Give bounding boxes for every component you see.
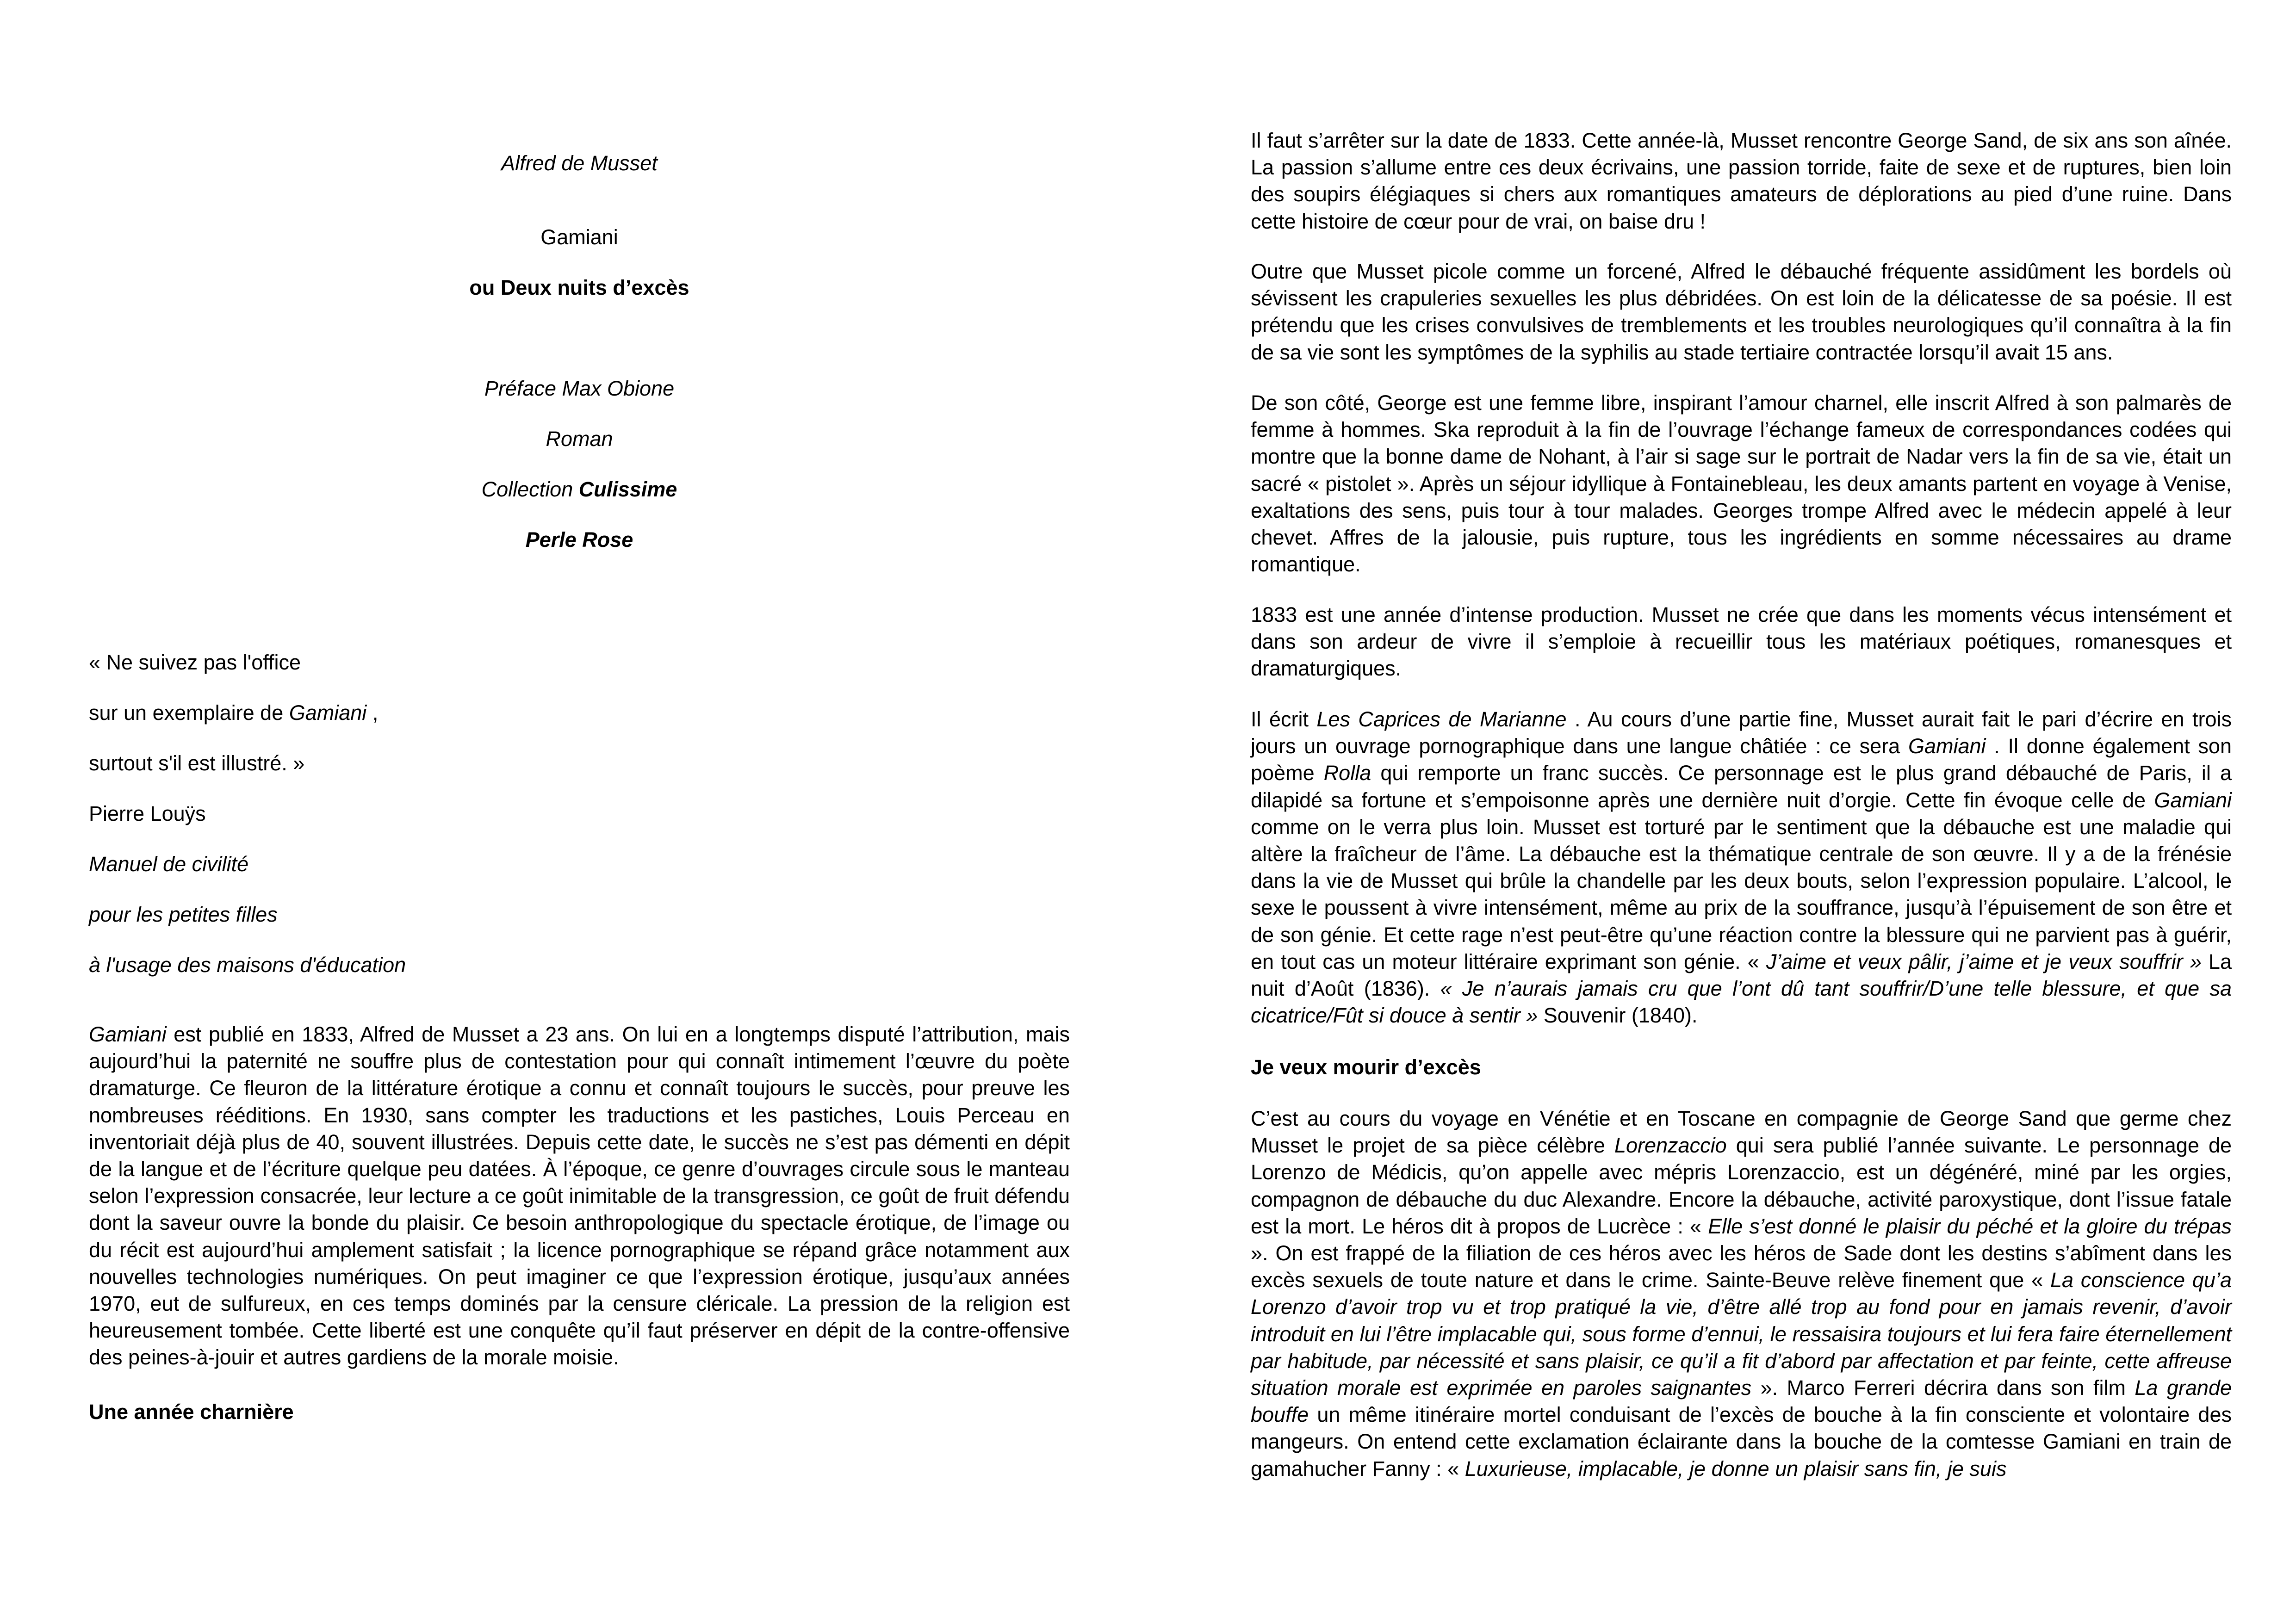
p6-text-2: qui sera publié l’année suivante. Le personnage de Lorenzo de Médicis, qu’on appelle avec mépris Lorenzaccio, est un dégénéré, miné par les orgies, compagnon de débauche du duc Alexandre. Encore la débauche, activité paroxystique, dont l’issue fatale est la mort. Le héros dit à propos de Lucrèce : «: [1251, 1134, 2232, 1238]
p5-quote-1: J’aime et veux pâlir, j’aime et je veux souffrir »: [1766, 949, 2202, 973]
epigraph-line-1: « Ne suivez pas l'office: [89, 650, 301, 674]
epigraph-source-2: pour les petites filles: [89, 903, 278, 926]
book-title: Gamiani: [540, 225, 618, 249]
p5-text-7: Souvenir (1840).: [1538, 1004, 1698, 1028]
intro-title-word: Gamiani: [89, 1022, 167, 1046]
collection-name: Culissime: [578, 477, 677, 501]
collection-prefix: Collection: [481, 477, 579, 501]
p6-text-3: ». On est frappé de la filiation de ces héros avec les héros de Sade dont les destins s’abîment dans les excès sexuels de toute nature et dans le crime. Sainte-Beuve relève finement que «: [1251, 1241, 2232, 1292]
p6-quote-sainte-beuve: La conscience qu’a Lorenzo d’avoir trop vu et trop pratiqué la vie, d’être allé trop au fond pour en jamais revenir, d’avoir introduit en lui l’être implacable qui, sous forme d’ennui, le ressaisira toujours et lui fera faire éternellement par habitude, par nécessité et sans plaisir, ce qu’il a fit d’abord par affectation et par feinte, cette affreuse situation morale est exprimée en paroles saignantes: [1251, 1268, 2232, 1400]
paragraph-5: [1251, 706, 2232, 1029]
preface-credit: Préface Max Obione: [484, 377, 675, 400]
genre-label: Roman: [546, 427, 613, 451]
intro-text: est publié en 1833, Alfred de Musset a 23 ans. On lui en a longtemps disputé l’attribution, mais aujourd’hui la paternité ne souffre plus de contestation pour qui connaît intimement l’œuvre du poète dramaturge. Ce fleuron de la littérature érotique a connu et connaît toujours le succès, pour preuve les nombreuses rééditions. En 1930, sans compter les traductions et les pastiches, Louis Perceau en inventoriait déjà plus de 40, souvent illustrées. Depuis cette date, le succès ne s’est pas démenti en dépit de la langue et de l’écriture quelque peu datées. À l’époque, ce genre d’ouvrages circule sous le manteau selon l’expression consacrée, leur lecture a ce goût inimitable de la transgression, ce goût de fruit défendu dont la saveur ouvre la bonde du plaisir. Ce besoin anthropologique du spectacle érotique, de l’image ou du récit est aujourd’hui amplement satisfait ; la licence pornographique se répand grâce notamment aux nouvelles technologies numériques. On peut imaginer ce que l’expression érotique, jusqu’aux années 1970, eut de sulfureux, en ces temps dominés par la censure cléricale. La pression de la religion est heureusement tombée. Cette liberté est une conquête qu’il faut préserver en dépit de la contre-offensive des peines-à-jouir et autres gardiens de la morale moisie.: [89, 1022, 1070, 1369]
p6-quote-lucrece: Elle s’est donné le plaisir du péché et la gloire du trépas: [1708, 1214, 2232, 1238]
epigraph-source-1: Manuel de civilité: [89, 852, 249, 876]
author-name: Alfred de Musset: [501, 151, 658, 175]
epigraph-line-2-prefix: sur un exemplaire de: [89, 701, 289, 725]
paragraph-1: Il faut s’arrêter sur la date de 1833. Cette année-là, Musset rencontre George Sand, de six ans son aînée. La passion s’allume entre ces deux écrivains, une passion torride, faite de sexe et de ruptures, bien loin des soupirs élégiaques si chers aux romantiques amateurs de déplorations au pied d’une ruine. Dans cette histoire de cœur pour de vrai, on baise dru !: [1251, 129, 2232, 233]
p5-text-6: La nuit d’Août (1836).: [1251, 949, 2232, 1001]
paragraph-4: 1833 est une année d’intense production. Musset ne crée que dans les moments vécus intensément et dans son ardeur de vivre il s’emploie à recueillir tous les matériaux poétiques, romanesques et dramaturgiques.: [1251, 603, 2232, 681]
paragraph-6: [1251, 1105, 2232, 1482]
p5-title-gamiani-2: Gamiani: [2154, 788, 2232, 812]
book-subtitle: ou Deux nuits d’excès: [469, 276, 689, 299]
p5-title-gamiani-1: Gamiani: [1908, 734, 1986, 758]
collection-label: [89, 477, 1070, 502]
intro-paragraph: [89, 1021, 1070, 1371]
p5-text-2: . Au cours d’une partie fine, Musset aurait fait le pari d’écrire en trois jours un ouvrage pornographique dans une langue châtiée : ce sera: [1251, 707, 2232, 758]
p6-text-1: C’est au cours du voyage en Vénétie et en Toscane en compagnie de George Sand que germe chez Musset le projet de sa pièce célèbre: [1251, 1107, 2232, 1158]
epigraph-line-2-title: Gamiani: [289, 701, 367, 725]
paragraph-3: De son côté, George est une femme libre, inspirant l’amour charnel, elle inscrit Alfred à son palmarès de femme à hommes. Ska reproduit à la fin de l’ouvrage l’échange fameux de correspondances codées qui montre que la bonne dame de Nohant, à l’air si sage sur le portrait de Nadar vers la fin de sa vie, était un sacré « pistolet ». Après un séjour idyllique à Fontainebleau, les deux amants partent en voyage à Venise, exaltations des sens, puis tour à tour malades. Georges trompe Alfred avec le médecin appelé à leur chevet. Affres de la jalousie, puis rupture, tous les ingrédients en somme nécessaires au drame romantique.: [1251, 391, 2232, 576]
section-heading-annee-charniere: Une année charnière: [89, 1400, 294, 1424]
paragraph-2: Outre que Musset picole comme un forcené, Alfred le débauché fréquente assidûment les bordels où sévissent les crapuleries sexuelles les plus débridées. On est loin de la délicatesse de sa poésie. Il est prétendu que les crises convulsives de tremblements et les troubles neurologiques qu’il connaîtra à la fin de sa vie sont les symptômes de la syphilis au stade tertiaire contractée lorsqu’il avait 15 ans.: [1251, 260, 2232, 364]
p5-title-rolla: Rolla: [1323, 761, 1371, 785]
section-heading-mourir-exces: Je veux mourir d’excès: [1251, 1055, 1481, 1079]
epigraph-source-3: à l'usage des maisons d'éducation: [89, 953, 406, 977]
p6-title-grande-bouffe: La grande bouffe: [1251, 1376, 2232, 1427]
p5-text-4: qui remporte un franc succès. Ce personnage est le plus grand débauché de Paris, il a dilapidé sa fortune et s’empoisonne après une dernière nuit d’orgie. Cette fin évoque celle de: [1251, 761, 2232, 812]
p5-quote-2: « Je n’aurais jamais cru que l’ont dû tant souffrir/D’une telle blessure, et que sa cicatrice/Fût si douce à sentir »: [1251, 977, 2232, 1028]
epigraph-line-2-suffix: ,: [366, 701, 379, 725]
p6-text-5: un même itinéraire mortel conduisant de l’excès de bouche à la fin consciente et volontaire des mangeurs. On entend cette exclamation éclairante dans la bouche de la comtesse Gamiani en train de gamahucher Fanny : «: [1251, 1403, 2232, 1481]
p6-quote-gamiani: Luxurieuse, implacable, je donne un plaisir sans fin, je suis: [1464, 1456, 2007, 1481]
epigraph-author: Pierre Louÿs: [89, 802, 206, 825]
p6-text-4: ». Marco Ferreri décrira dans son film: [1751, 1376, 2135, 1400]
series-label: Perle Rose: [525, 528, 633, 551]
epigraph-line-2: [89, 700, 1070, 726]
right-page: [1148, 0, 2296, 1623]
p5-text-3: . Il donne également son poème: [1251, 734, 2232, 785]
p5-text-5: comme on le verra plus loin. Musset est torturé par le sentiment que la débauche est une maladie qui altère la fraîcheur de l’âme. La débauche est la thématique centrale de son œuvre. Il y a de la frénésie dans la vie de Musset qui brûle la chandelle par les deux bouts, selon l’expression populaire. L’alcool, le sexe le poussent à vivre intensément, même au prix de la souffrance, jusqu’à l’épuisement de son être et de son génie. Et cette rage n’est peut-être qu’une réaction contre la blessure qui ne parvient pas à guérir, en tout cas un moteur littéraire exprimant son génie. «: [1251, 815, 2232, 973]
p6-title-lorenzaccio: Lorenzaccio: [1614, 1134, 1727, 1158]
epigraph-line-3: surtout s'il est illustré. »: [89, 751, 305, 775]
p5-title-caprices: Les Caprices de Marianne: [1316, 707, 1567, 731]
p5-text-1: Il écrit: [1251, 707, 1317, 731]
